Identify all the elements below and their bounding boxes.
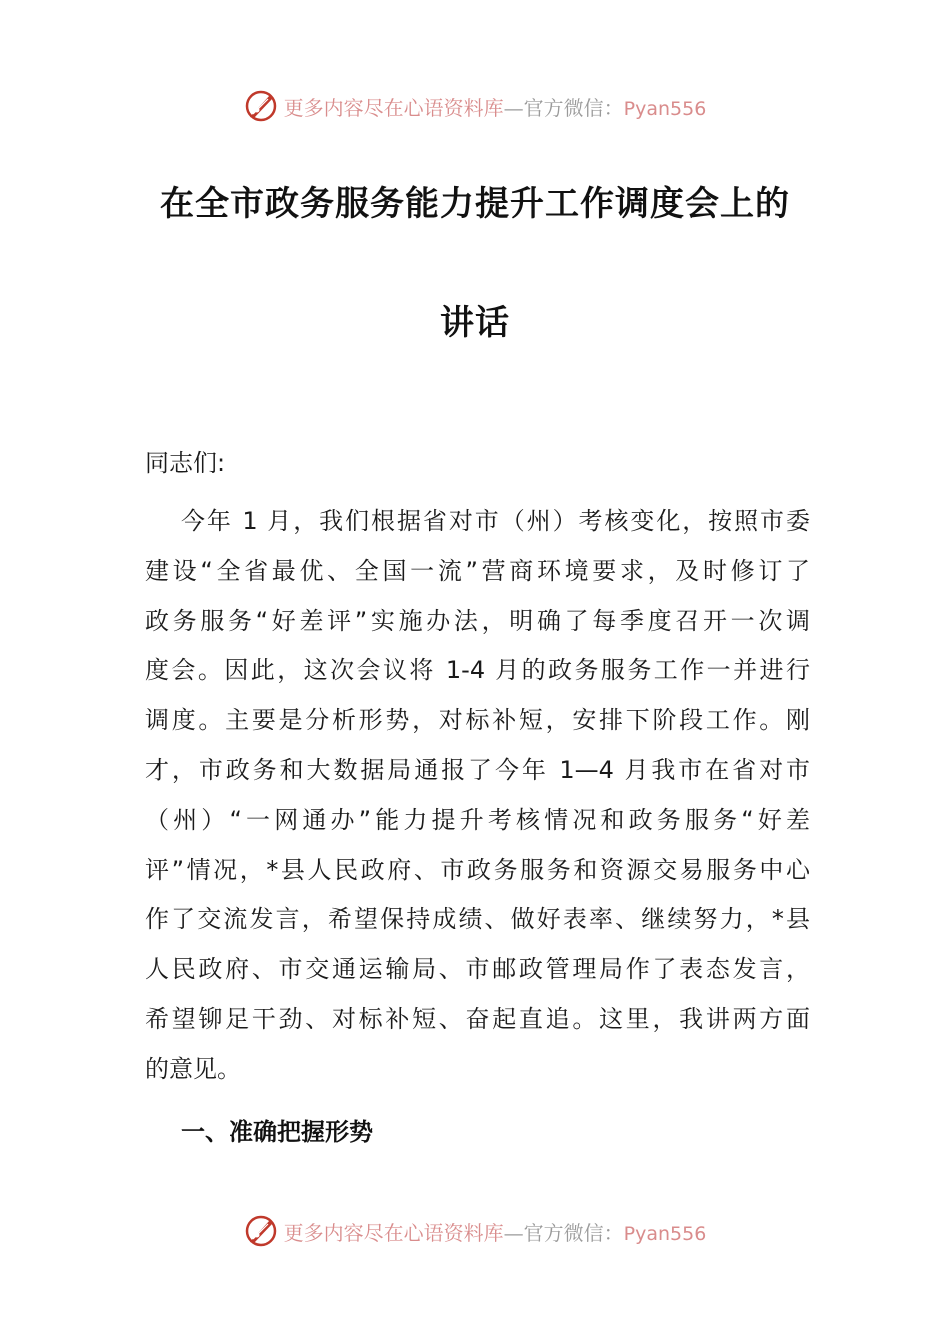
paragraph-line: 建设“全省最优、全国一流”营商环境要求，及时修订了 bbox=[145, 556, 810, 585]
watermark-text: 更多内容尽在心语资料库 bbox=[283, 1220, 504, 1245]
watermark-banner-bottom bbox=[0, 1211, 950, 1251]
watermark-wechat-id: Pyan556 bbox=[623, 1222, 707, 1245]
document-title-line-2: 讲话 bbox=[440, 303, 510, 343]
salutation: 同志们: bbox=[145, 449, 226, 477]
paragraph-line: 今年 1 月，我们根据省对市（州）考核变化，按照市委 bbox=[181, 507, 810, 535]
paragraph-line: （州）“一网通办”能力提升考核情况和政务服务“好差 bbox=[145, 805, 810, 834]
quill-pen-logo-icon bbox=[244, 89, 278, 123]
paragraph-line: 人民政府、市交通运输局、市邮政管理局作了表态发言， bbox=[145, 955, 810, 984]
paragraph-line: 调度。主要是分析形势，对标补短，安排下阶段工作。刚 bbox=[145, 706, 810, 735]
watermark-text: 更多内容尽在心语资料库 bbox=[283, 95, 504, 120]
paragraph-line: 的意见。 bbox=[145, 1054, 241, 1083]
watermark-banner-top bbox=[0, 86, 950, 126]
section-heading: 一、准确把握形势 bbox=[181, 1118, 373, 1146]
body-paragraph bbox=[145, 497, 810, 1095]
paragraph-line: 才，市政务和大数据局通报了今年 1—4 月我市在省对市 bbox=[145, 755, 810, 784]
watermark-official-label: 官方微信： bbox=[523, 95, 624, 120]
watermark-dash: — bbox=[503, 1220, 524, 1245]
paragraph-line: 度会。因此，这次会议将 1-4 月的政务服务工作一并进行 bbox=[145, 656, 810, 685]
document-title-line-1: 在全市政务服务能力提升工作调度会上的 bbox=[160, 184, 790, 224]
watermark-official-label: 官方微信： bbox=[523, 1220, 624, 1245]
quill-pen-logo-icon bbox=[244, 1214, 278, 1248]
paragraph-line: 希望铆足干劲、对标补短、奋起直追。这里，我讲两方面 bbox=[145, 1004, 810, 1033]
paragraph-line: 作了交流发言，希望保持成绩、做好表率、继续努力，*县 bbox=[145, 905, 810, 934]
paragraph-line: 评”情况，*县人民政府、市政务服务和资源交易服务中心 bbox=[145, 855, 810, 884]
watermark-wechat-id: Pyan556 bbox=[623, 97, 707, 120]
paragraph-line: 政务服务“好差评”实施办法，明确了每季度召开一次调 bbox=[145, 606, 810, 635]
watermark-dash: — bbox=[503, 95, 524, 120]
